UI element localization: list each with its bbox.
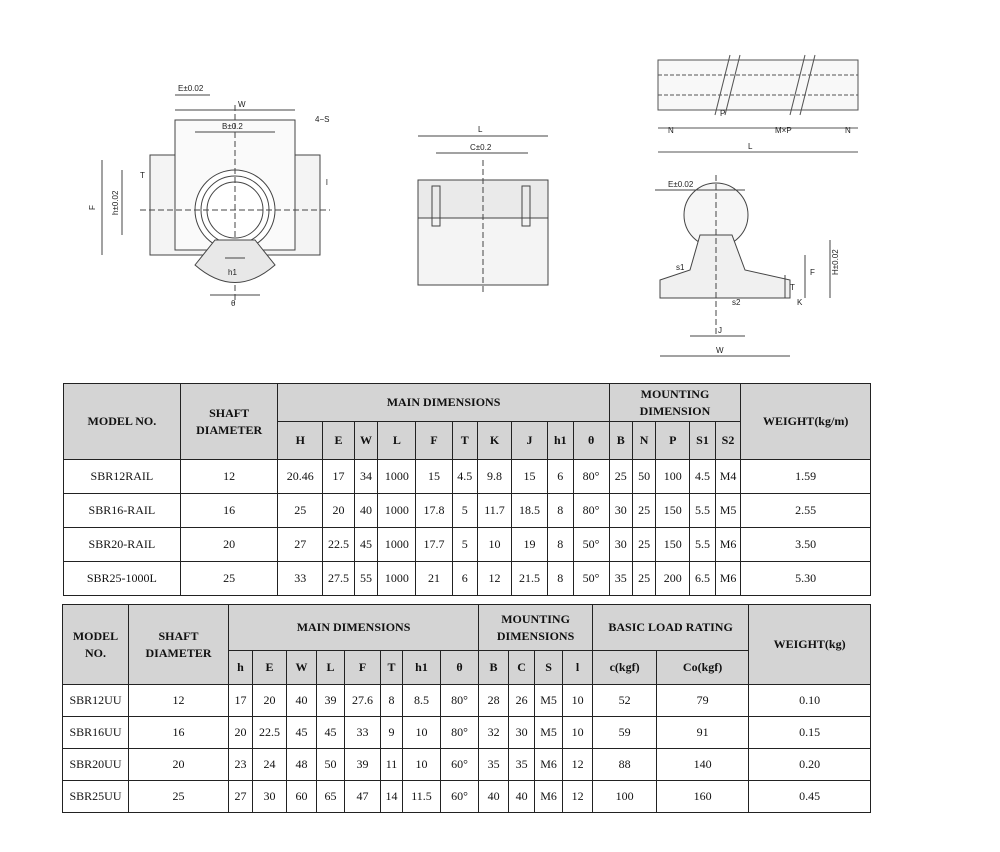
table-cell: 80° bbox=[441, 717, 479, 749]
table-cell: 21.5 bbox=[511, 562, 547, 596]
table-cell: 2.55 bbox=[741, 494, 871, 528]
rail-col-header: N bbox=[632, 422, 655, 460]
table-cell: 25 bbox=[129, 781, 229, 813]
table-cell: 11 bbox=[381, 749, 403, 781]
table-cell: 65 bbox=[317, 781, 345, 813]
table-cell: 33 bbox=[278, 562, 323, 596]
table-cell: 80° bbox=[441, 685, 479, 717]
table-cell: 25 bbox=[632, 528, 655, 562]
table-cell: 8 bbox=[548, 562, 573, 596]
table-cell: 10 bbox=[403, 749, 441, 781]
label-d3-MP: M×P bbox=[775, 126, 792, 135]
table-cell: SBR20-RAIL bbox=[64, 528, 181, 562]
table-cell: 140 bbox=[657, 749, 749, 781]
table-row bbox=[63, 749, 871, 781]
table-cell: M4 bbox=[715, 460, 741, 494]
rail-col-header: J bbox=[511, 422, 547, 460]
table-cell: 52 bbox=[593, 685, 657, 717]
table-cell: 26 bbox=[509, 685, 535, 717]
label-d1-h1: h1 bbox=[228, 268, 237, 277]
table-cell: 15 bbox=[416, 460, 452, 494]
table-cell: 12 bbox=[478, 562, 512, 596]
table-cell: 4.5 bbox=[452, 460, 477, 494]
table-cell: 25 bbox=[632, 494, 655, 528]
table-cell: 11.5 bbox=[403, 781, 441, 813]
block-front-view bbox=[102, 95, 330, 300]
table-row bbox=[64, 460, 871, 494]
table-cell: 14 bbox=[381, 781, 403, 813]
table-row bbox=[63, 781, 871, 813]
table-cell: 35 bbox=[609, 562, 632, 596]
table-cell: 19 bbox=[511, 528, 547, 562]
label-d1-S: 4−S bbox=[315, 115, 330, 124]
table-cell: 6.5 bbox=[690, 562, 715, 596]
table-cell: SBR16-RAIL bbox=[64, 494, 181, 528]
table-cell: 100 bbox=[593, 781, 657, 813]
table-cell: 59 bbox=[593, 717, 657, 749]
rail-col-header: T bbox=[452, 422, 477, 460]
table-cell: 10 bbox=[563, 685, 593, 717]
table-row bbox=[64, 562, 871, 596]
table-cell: 20.46 bbox=[278, 460, 323, 494]
rail-col-header: E bbox=[323, 422, 355, 460]
rail-main-dimensions-header: MAIN DIMENSIONS bbox=[278, 384, 609, 422]
rail-model-header: MODEL NO. bbox=[64, 384, 181, 460]
table-cell: M6 bbox=[535, 749, 563, 781]
rail-col-header: L bbox=[378, 422, 416, 460]
rail-col-header: S1 bbox=[690, 422, 715, 460]
table-cell: 8 bbox=[548, 494, 573, 528]
table-cell: 50° bbox=[573, 528, 609, 562]
block-side-view bbox=[418, 136, 548, 295]
rail-col-header: θ bbox=[573, 422, 609, 460]
block-main-dimensions-header: MAIN DIMENSIONS bbox=[229, 605, 479, 651]
table-cell: 20 bbox=[253, 685, 287, 717]
table-cell: 30 bbox=[253, 781, 287, 813]
table-cell: 3.50 bbox=[741, 528, 871, 562]
table-cell: 9.8 bbox=[478, 460, 512, 494]
table-cell: 45 bbox=[317, 717, 345, 749]
table-cell: 1000 bbox=[378, 494, 416, 528]
rail-col-header: h1 bbox=[548, 422, 573, 460]
table-cell: SBR20UU bbox=[63, 749, 129, 781]
table-cell: 25 bbox=[632, 562, 655, 596]
table-cell: M6 bbox=[535, 781, 563, 813]
table-cell: 25 bbox=[609, 460, 632, 494]
table-cell: 17.7 bbox=[416, 528, 452, 562]
table-cell: 17 bbox=[229, 685, 253, 717]
table-cell: 5 bbox=[452, 494, 477, 528]
block-col-header: h bbox=[229, 651, 253, 685]
table-cell: 12 bbox=[563, 749, 593, 781]
table-cell: 17.8 bbox=[416, 494, 452, 528]
table-cell: 5.5 bbox=[690, 528, 715, 562]
rail-col-header: P bbox=[656, 422, 690, 460]
table-cell: 25 bbox=[180, 562, 278, 596]
label-d1-E: E±0.02 bbox=[178, 84, 204, 93]
table-cell: 48 bbox=[287, 749, 317, 781]
label-d1-W: W bbox=[238, 100, 246, 109]
table-cell: 20 bbox=[229, 717, 253, 749]
table-cell: 1000 bbox=[378, 562, 416, 596]
rail-spec-table bbox=[63, 383, 871, 596]
table-cell: 5 bbox=[452, 528, 477, 562]
block-shaft-header: SHAFT DIAMETER bbox=[129, 605, 229, 685]
table-cell: 22.5 bbox=[323, 528, 355, 562]
table-cell: 18.5 bbox=[511, 494, 547, 528]
table-cell: 6 bbox=[548, 460, 573, 494]
block-weight-header: WEIGHT(kg) bbox=[749, 605, 871, 685]
table-cell: 88 bbox=[593, 749, 657, 781]
table-cell: M5 bbox=[535, 685, 563, 717]
rail-mounting-header: MOUNTING DIMENSION bbox=[609, 384, 741, 422]
table-cell: 60° bbox=[441, 749, 479, 781]
table-cell: 39 bbox=[345, 749, 381, 781]
table-cell: 1000 bbox=[378, 528, 416, 562]
table-cell: 45 bbox=[354, 528, 377, 562]
table-cell: SBR12UU bbox=[63, 685, 129, 717]
rail-shaft-header: SHAFT DIAMETER bbox=[180, 384, 278, 460]
table-cell: 20 bbox=[323, 494, 355, 528]
rail-top-view bbox=[658, 55, 858, 152]
table-cell: 60 bbox=[287, 781, 317, 813]
table-cell: 6 bbox=[452, 562, 477, 596]
table-cell: 40 bbox=[509, 781, 535, 813]
rail-col-header: W bbox=[354, 422, 377, 460]
table-cell: SBR12RAIL bbox=[64, 460, 181, 494]
table-cell: 1.59 bbox=[741, 460, 871, 494]
label-d3-N: N bbox=[668, 126, 674, 135]
table-cell: 10 bbox=[478, 528, 512, 562]
table-cell: 10 bbox=[403, 717, 441, 749]
table-cell: 8 bbox=[548, 528, 573, 562]
table-cell: 30 bbox=[509, 717, 535, 749]
table-cell: M6 bbox=[715, 528, 741, 562]
table-cell: 20 bbox=[129, 749, 229, 781]
block-col-header: S bbox=[535, 651, 563, 685]
label-d4-s2: s2 bbox=[732, 298, 741, 307]
table-cell: 40 bbox=[287, 685, 317, 717]
table-cell: 35 bbox=[509, 749, 535, 781]
block-spec-table bbox=[62, 604, 871, 813]
table-cell: 40 bbox=[479, 781, 509, 813]
table-cell: 22.5 bbox=[253, 717, 287, 749]
table-cell: 47 bbox=[345, 781, 381, 813]
table-cell: 50 bbox=[317, 749, 345, 781]
label-d4-K: K bbox=[797, 298, 803, 307]
label-d4-T: T bbox=[790, 283, 795, 292]
label-d3-L: L bbox=[748, 142, 753, 151]
table-cell: 45 bbox=[287, 717, 317, 749]
table-cell: 25 bbox=[278, 494, 323, 528]
table-cell: 1000 bbox=[378, 460, 416, 494]
label-d1-l: l bbox=[326, 178, 328, 187]
table-row bbox=[63, 717, 871, 749]
table-cell: M5 bbox=[535, 717, 563, 749]
label-d4-J: J bbox=[718, 326, 722, 335]
label-d1-theta: θ bbox=[231, 299, 236, 308]
table-cell: 150 bbox=[656, 494, 690, 528]
table-cell: 79 bbox=[657, 685, 749, 717]
table-cell: 10 bbox=[563, 717, 593, 749]
table-cell: 8 bbox=[381, 685, 403, 717]
block-col-header: C bbox=[509, 651, 535, 685]
table-cell: 27 bbox=[278, 528, 323, 562]
table-cell: 9 bbox=[381, 717, 403, 749]
table-cell: M5 bbox=[715, 494, 741, 528]
rail-col-header: H bbox=[278, 422, 323, 460]
table-cell: 80° bbox=[573, 460, 609, 494]
technical-drawings bbox=[0, 0, 1000, 380]
block-col-header: θ bbox=[441, 651, 479, 685]
block-model-header: MODEL NO. bbox=[63, 605, 129, 685]
table-cell: 8.5 bbox=[403, 685, 441, 717]
table-cell: 16 bbox=[180, 494, 278, 528]
table-cell: 12 bbox=[129, 685, 229, 717]
block-col-header: L bbox=[317, 651, 345, 685]
table-cell: 60° bbox=[441, 781, 479, 813]
label-d3-N2: N bbox=[845, 126, 851, 135]
drawings-svg bbox=[0, 0, 1000, 380]
table-cell: 12 bbox=[563, 781, 593, 813]
table-cell: 30 bbox=[609, 528, 632, 562]
table-cell: 32 bbox=[479, 717, 509, 749]
table-cell: 80° bbox=[573, 494, 609, 528]
label-d2-L: L bbox=[478, 125, 483, 134]
table-cell: 16 bbox=[129, 717, 229, 749]
label-d4-H: H±0.02 bbox=[831, 249, 840, 275]
block-col-header: Co(kgf) bbox=[657, 651, 749, 685]
table-cell: 27.5 bbox=[323, 562, 355, 596]
table-cell: 91 bbox=[657, 717, 749, 749]
table-cell: 24 bbox=[253, 749, 287, 781]
block-col-header: h1 bbox=[403, 651, 441, 685]
table-cell: 39 bbox=[317, 685, 345, 717]
label-d1-F: F bbox=[88, 205, 97, 210]
table-cell: 11.7 bbox=[478, 494, 512, 528]
table-cell: 4.5 bbox=[690, 460, 715, 494]
table-cell: 35 bbox=[479, 749, 509, 781]
label-d2-C: C±0.2 bbox=[470, 143, 492, 152]
rail-col-header: S2 bbox=[715, 422, 741, 460]
label-d3-P: P bbox=[720, 109, 726, 118]
block-col-header: F bbox=[345, 651, 381, 685]
label-d4-s1: s1 bbox=[676, 263, 685, 272]
block-col-header: T bbox=[381, 651, 403, 685]
table-cell: 28 bbox=[479, 685, 509, 717]
table-cell: M6 bbox=[715, 562, 741, 596]
block-col-header: W bbox=[287, 651, 317, 685]
table-cell: 40 bbox=[354, 494, 377, 528]
table-cell: 12 bbox=[180, 460, 278, 494]
table-cell: 30 bbox=[609, 494, 632, 528]
table-cell: 17 bbox=[323, 460, 355, 494]
rail-col-header: F bbox=[416, 422, 452, 460]
table-cell: 33 bbox=[345, 717, 381, 749]
block-col-header: c(kgf) bbox=[593, 651, 657, 685]
table-cell: SBR25UU bbox=[63, 781, 129, 813]
block-load-rating-header: BASIC LOAD RATING bbox=[593, 605, 749, 651]
table-cell: 27.6 bbox=[345, 685, 381, 717]
table-cell: 0.10 bbox=[749, 685, 871, 717]
table-row bbox=[64, 494, 871, 528]
table-cell: 21 bbox=[416, 562, 452, 596]
table-cell: SBR25-1000L bbox=[64, 562, 181, 596]
rail-col-header: K bbox=[478, 422, 512, 460]
table-cell: 15 bbox=[511, 460, 547, 494]
table-cell: 150 bbox=[656, 528, 690, 562]
table-cell: 27 bbox=[229, 781, 253, 813]
table-cell: 160 bbox=[657, 781, 749, 813]
table-row bbox=[64, 528, 871, 562]
table-cell: 200 bbox=[656, 562, 690, 596]
table-cell: 34 bbox=[354, 460, 377, 494]
table-cell: SBR16UU bbox=[63, 717, 129, 749]
rail-col-header: B bbox=[609, 422, 632, 460]
block-col-header: B bbox=[479, 651, 509, 685]
table-cell: 0.20 bbox=[749, 749, 871, 781]
label-d4-W: W bbox=[716, 346, 724, 355]
table-row bbox=[63, 685, 871, 717]
table-cell: 50° bbox=[573, 562, 609, 596]
table-cell: 20 bbox=[180, 528, 278, 562]
table-cell: 100 bbox=[656, 460, 690, 494]
block-col-header: E bbox=[253, 651, 287, 685]
label-d4-E: E±0.02 bbox=[668, 180, 694, 189]
label-d1-T: T bbox=[140, 171, 145, 180]
label-d4-F: F bbox=[810, 268, 815, 277]
label-d1-B: B±0.2 bbox=[222, 122, 243, 131]
table-cell: 0.15 bbox=[749, 717, 871, 749]
block-col-header: l bbox=[563, 651, 593, 685]
rail-weight-header: WEIGHT(kg/m) bbox=[741, 384, 871, 460]
table-cell: 55 bbox=[354, 562, 377, 596]
table-cell: 0.45 bbox=[749, 781, 871, 813]
table-cell: 50 bbox=[632, 460, 655, 494]
table-cell: 23 bbox=[229, 749, 253, 781]
table-cell: 5.30 bbox=[741, 562, 871, 596]
block-mounting-header: MOUNTING DIMENSIONS bbox=[479, 605, 593, 651]
label-d1-h: h±0.02 bbox=[111, 190, 120, 215]
table-cell: 5.5 bbox=[690, 494, 715, 528]
